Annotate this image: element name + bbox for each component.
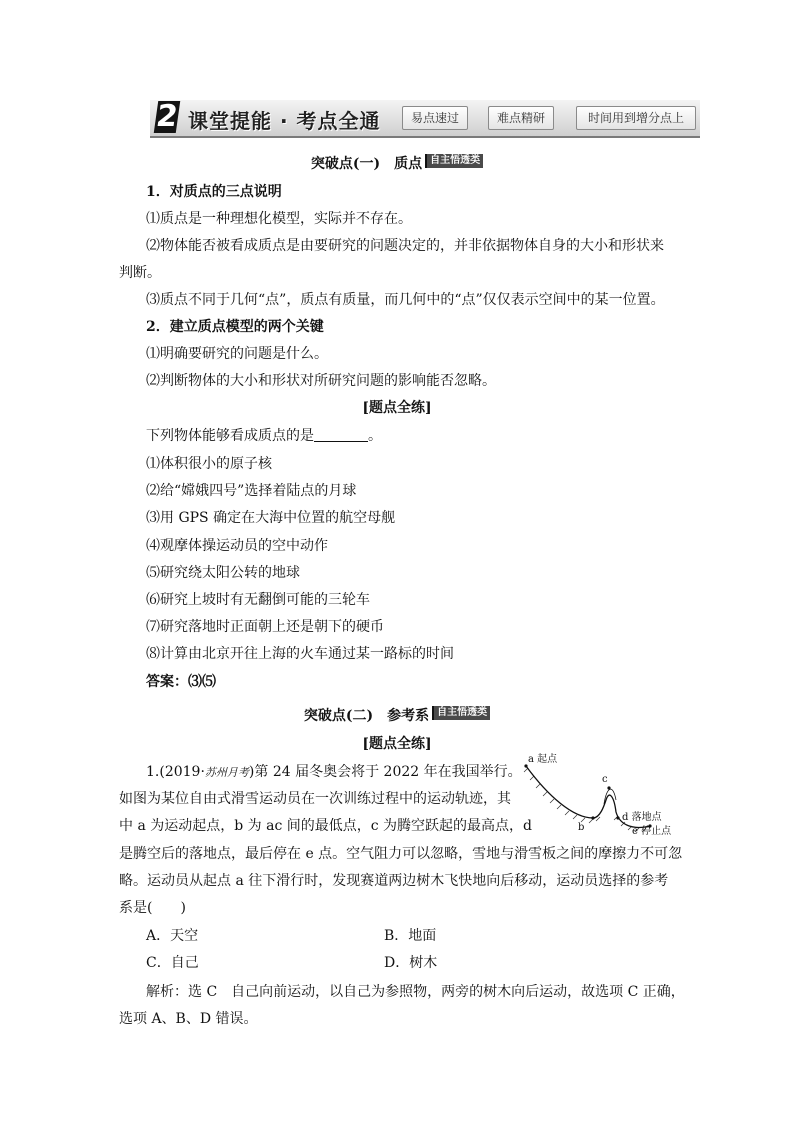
answer-blank (314, 427, 368, 442)
list-item: ⑶用 GPS 确定在大海中位置的航空母舰 (146, 510, 396, 526)
section1-question (146, 426, 382, 446)
label-e: e 停止点 (632, 826, 672, 837)
list-item: ⑻计算由北京开往上海的火车通过某一路标的时间 (146, 646, 454, 662)
section2-analysis-line-2: 选项 A、B、D 错误。 (119, 1011, 258, 1027)
list-item: ⑸研究绕太阳公转的地球 (146, 565, 300, 581)
section1-paragraph-2b: 判断。 (119, 265, 161, 281)
section2-tag: 自主悟透类 (432, 706, 490, 720)
list-item: ⑷观摩体操运动员的空中动作 (146, 538, 328, 554)
section1-practice-label: [题点全练] (362, 400, 432, 416)
section2-question-line-6: 系是( ) (119, 900, 186, 916)
question-end: 。 (368, 428, 382, 444)
list-item: ⑺研究落地时正面朝上还是朝下的硬币 (146, 619, 384, 635)
section1-answer: 答案：⑶⑸ (146, 674, 216, 690)
label-c: c (602, 774, 608, 785)
section1-paragraph-4: ⑴明确要研究的问题是什么。 (146, 346, 328, 362)
section1-paragraph-2a: ⑵物体能否被看成质点是由要研究的问题决定的，并非依据物体自身的大小和形状来 (146, 238, 664, 254)
section2-analysis-line-1: 解析：选 C 自己向前运动，以自己为参照物，两旁的树木向后运动，故选项 C 正确， (146, 984, 685, 1000)
banner-title: 课堂提能 · 考点全通 (188, 109, 381, 133)
label-a: a 起点 (528, 754, 558, 765)
section2-question-line-3: 中 a 为运动起点，b 为 ac 间的最低点，c 为腾空跃起的最高点，d (119, 818, 532, 834)
section2-question-line-5: 略。运动员从起点 a 往下滑行时，发现赛道两边树木飞快地向后移动，运动员选择的参考 (119, 873, 669, 889)
point-d (616, 816, 619, 819)
point-b (591, 816, 594, 819)
tab-easy-points[interactable]: 易点速过 (402, 106, 468, 130)
section2-question-line-1 (146, 762, 522, 783)
tab-hard-points[interactable]: 难点精研 (488, 106, 554, 130)
list-item: ⑵给“嫦娥四号”选择着陆点的月球 (146, 483, 357, 499)
ski-trajectory-figure (518, 756, 678, 842)
option-b: B．地面 (384, 928, 437, 944)
section1-subheading-2: 2．建立质点模型的两个关键 (146, 319, 324, 335)
list-item: ⑴体积很小的原子核 (146, 456, 272, 472)
point-c (607, 786, 610, 789)
section1-heading (0, 154, 794, 174)
section1-paragraph-1: ⑴质点是一种理想化模型，实际并不存在。 (146, 211, 412, 227)
section1-paragraph-5: ⑵判断物体的大小和形状对所研究问题的影响能否忽略。 (146, 373, 496, 389)
option-d: D．树木 (384, 955, 438, 971)
question-prefix: 1.(2019· (146, 764, 205, 780)
section2-question-line-4: 是腾空后的落地点，最后停在 e 点。空气阻力可以忽略，雪地与滑雪板之间的摩擦力不可忽 (119, 846, 683, 862)
label-b: b (578, 822, 585, 833)
banner-number: 2 (154, 99, 180, 134)
section1-title: 突破点(一) 质点 (310, 156, 423, 172)
section2-question-line-2: 如图为某位自由式滑雪运动员在一次训练过程中的运动轨迹，其 (119, 791, 511, 807)
question-text: 下列物体能够看成质点的是 (146, 428, 314, 444)
section1-subheading-1: 1．对质点的三点说明 (146, 184, 282, 200)
section2-heading (0, 706, 794, 726)
tab-score-points[interactable]: 时间用到增分点上 (576, 106, 696, 130)
section1-paragraph-3: ⑶质点不同于几何“点”，质点有质量，而几何中的“点”仅仅表示空间中的某一位置。 (146, 292, 665, 308)
section-banner (150, 100, 700, 138)
section2-title: 突破点(二) 参考系 (303, 708, 430, 724)
list-item: ⑹研究上坡时有无翻倒可能的三轮车 (146, 592, 370, 608)
section1-tag: 自主悟透类 (425, 154, 483, 168)
option-c: C．自己 (146, 955, 199, 971)
option-a: A．天空 (146, 928, 199, 944)
section2-practice-label: [题点全练] (362, 736, 432, 752)
question-source: 苏州月考 (204, 766, 249, 779)
question-line-1-text: )第 24 届冬奥会将于 2022 年在我国举行。 (248, 764, 522, 780)
label-d: d 落地点 (622, 812, 662, 823)
